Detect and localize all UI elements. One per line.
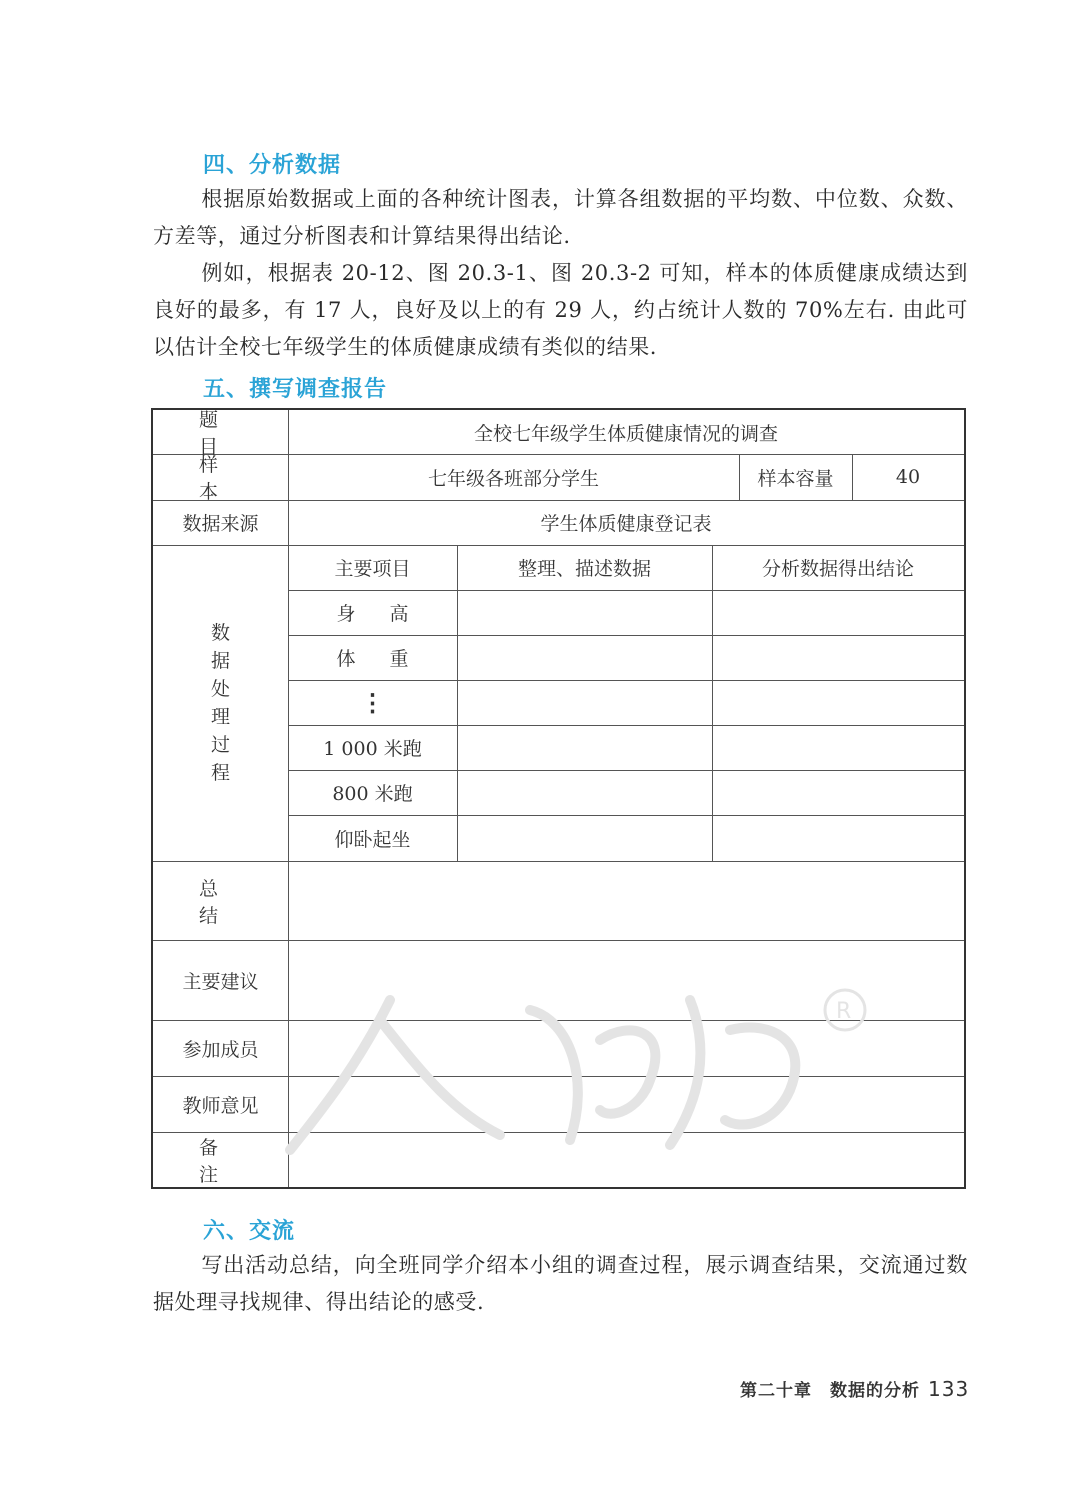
summary-label-cell: [153, 861, 288, 940]
sample-value: 七年级各班部分学生: [427, 467, 599, 490]
column-header-item: [288, 545, 457, 590]
column-header-describe-text: 整理、描述数据: [517, 558, 651, 580]
item-row-1000m: [288, 725, 457, 770]
process-label-char: 过: [210, 734, 230, 756]
process-label-cell: [153, 545, 288, 861]
paragraph-analyze-intro: [153, 181, 968, 255]
process-label-char: 数: [210, 622, 230, 644]
source-label: 数据来源: [182, 513, 259, 535]
paragraph-analyze-example: [153, 255, 968, 366]
item-label: 800 米跑: [332, 783, 413, 805]
column-header-conclusion: [712, 545, 964, 590]
summary-label: 总结: [199, 877, 265, 927]
notes-label: 备注: [199, 1136, 265, 1186]
suggestion-label: 主要建议: [182, 970, 259, 993]
report-table: [151, 408, 966, 1189]
notes-label-cell: [153, 1132, 288, 1187]
column-header-item-text: 主要项目: [334, 558, 411, 580]
title-value-cell: [288, 410, 964, 454]
members-label: 参加成员: [182, 1038, 259, 1061]
item-row-ellipsis: [288, 680, 457, 725]
item-row-800m: [288, 770, 457, 815]
source-value: 学生体质健康登记表: [540, 513, 712, 535]
capacity-label: 样本容量: [757, 467, 834, 490]
column-header-conclusion-text: 分析数据得出结论: [761, 558, 914, 580]
process-label-char: 理: [210, 706, 230, 728]
suggestion-label-cell: [153, 940, 288, 1020]
capacity-value-cell: [852, 454, 964, 500]
source-value-cell: [288, 500, 964, 545]
item-label: 体重: [336, 648, 443, 670]
item-label: 身高: [336, 603, 443, 625]
column-header-describe: [457, 545, 712, 590]
item-label: ⋮: [360, 688, 385, 717]
paragraph-communicate: [153, 1247, 968, 1321]
paragraph-analyze-intro-text: 根据原始数据或上面的各种统计图表，计算各组数据的平均数、中位数、众数、方差等，通过分析图表和计算结果得出结论.: [153, 187, 968, 248]
section-heading-write-report: 五、撰写调查报告: [203, 377, 388, 402]
item-row-situps: [288, 815, 457, 861]
teacher-label-cell: [153, 1076, 288, 1132]
sample-value-cell: [288, 454, 739, 500]
sample-label-cell: [153, 454, 288, 503]
item-row-weight: [288, 635, 457, 680]
section-heading-communicate: 六、交流: [203, 1219, 296, 1244]
paragraph-communicate-text: 写出活动总结，向全班同学介绍本小组的调查过程，展示调查结果，交流通过数据处理寻找规律、得出结论的感受.: [153, 1253, 968, 1314]
members-label-cell: [153, 1020, 288, 1076]
capacity-label-cell: [739, 454, 852, 500]
svg-text:R: R: [836, 999, 852, 1024]
section-heading-analyze-data: 四、分析数据: [203, 153, 342, 178]
title-value: 全校七年级学生体质健康情况的调查: [473, 422, 778, 445]
process-label-char: 据: [210, 650, 230, 672]
sample-label: 样本: [199, 454, 265, 503]
process-label-char: 程: [210, 762, 230, 784]
item-row-height: [288, 590, 457, 635]
chapter-title: 第二十章 数据的分析: [740, 1381, 920, 1401]
page-footer: [740, 1376, 969, 1401]
process-label-char: 处: [210, 678, 230, 700]
title-label-cell: [153, 409, 288, 458]
source-label-cell: [153, 500, 288, 545]
paragraph-analyze-example-text: 例如，根据表 20-12、图 20.3-1、图 20.3-2 可知，样本的体质健康成绩达到良好的最多，有 17 人，良好及以上的有 29 人，约占统计人数的 70%左右. 由此可以估计全校七年级学生的体质健康成绩有类似的结果.: [153, 261, 968, 359]
teacher-label: 教师意见: [182, 1094, 259, 1117]
item-label: 仰卧起坐: [334, 828, 411, 851]
page-number: 133: [928, 1377, 970, 1401]
item-label: 1 000 米跑: [323, 738, 422, 760]
title-label: 题目: [199, 409, 265, 458]
capacity-value: 40: [895, 466, 921, 488]
